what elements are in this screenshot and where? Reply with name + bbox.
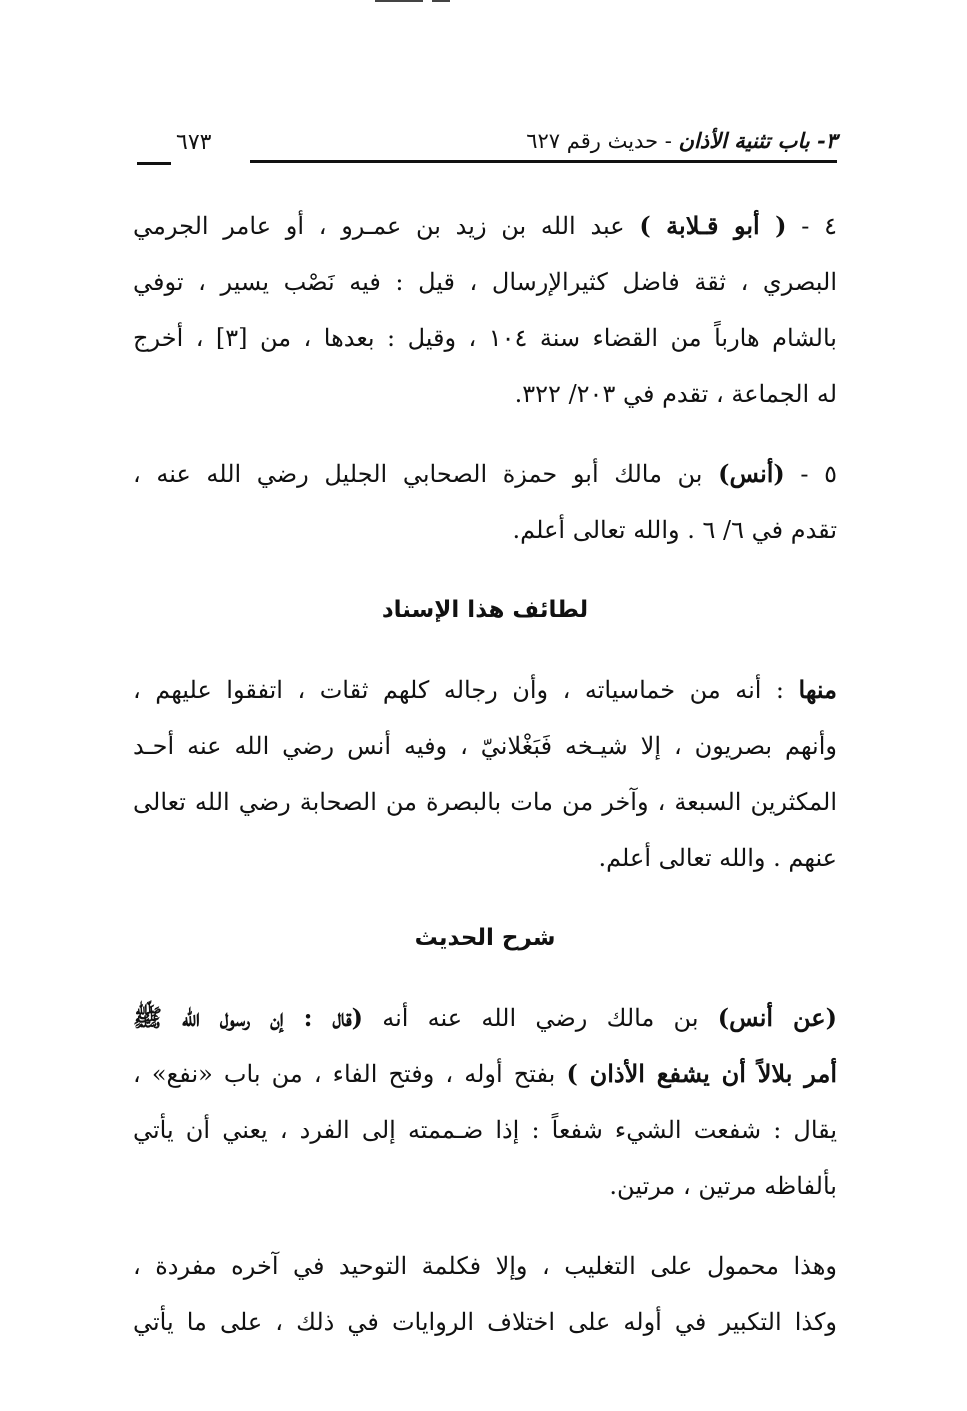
text-line: وأنهم بصريون ، إلا شيـخه فَبَغْلانيّ ، وفيه أنس رضي الله عنه أحـد [133,732,837,760]
section-heading: شرح الحديث [414,925,556,951]
line-text: بن مالك رضي الله عنه أنه [382,1004,699,1032]
paragraph-gap [133,422,837,446]
top-edge-mark [432,0,450,2]
line-text: : أنه من خماسياته ، وأن رجاله كلهم ثقات ، اتفقوا عليهم ، [133,676,785,704]
text-line [133,446,837,502]
paragraph-gap [133,638,837,662]
narrator-number: ٥ - [784,460,837,488]
running-title [526,128,837,153]
hadith-text: (عن أنس) [717,1003,837,1032]
text-line: وكذا التكبير في أوله على اختلاف الروايات في ذلك ، على ما يأتي [133,1308,837,1336]
text-line: بالشام هارباً من القضاء سنة ١٠٤ ، وقيل : بعدها ، من [٣] ، أخرج [133,324,837,352]
text-line: عنهم . والله تعالى أعلم. [598,844,837,872]
top-edge-mark [375,0,423,2]
text-line [133,198,837,254]
paragraph-gap [133,1214,837,1238]
lead-word: منها [798,675,837,704]
page-body [133,198,837,1350]
text-line [133,1046,837,1102]
text-line: له الجماعة ، تقدم في ٢٠٣/ ٣٢٢. [514,380,837,408]
narrator-name: (أنس) [718,459,785,488]
text-line: بألفاظه مرتين ، مرتين. [609,1172,837,1200]
line-text: بن مالك أبو حمزة الصحابي الجليل رضي الله عنه ، [133,460,703,488]
text-line: البصري ، ثقة فاضل كثيرالإرسال ، قيل : فيه نَصْب يسير ، توفي [133,268,837,296]
line-text: عبد الله بن زيد بن عمـرو ، أو عامر الجرمي [133,212,625,240]
text-line: تقدم في ٦/ ٦ . والله تعالى أعلم. [512,516,837,544]
text-line [133,990,837,1046]
narrator-name: ( أبو قـلابة ) [639,211,787,240]
page-number-rule [137,162,171,165]
paragraph-gap [133,886,837,910]
paragraph-gap [133,558,837,582]
hadith-text: (قال : إن رسول الله ﷺ [133,1003,363,1032]
line-text: بفتح أوله ، وفتح الفاء ، من باب «نفع» ، [133,1060,556,1088]
hadith-text: أمر بلالاً أن يشفع الأذان ) [566,1059,837,1088]
narrator-number: ٤ - [786,212,837,240]
section-heading: لطائف هذا الإسناد [381,597,589,623]
text-line: وهذا محمول على التغليب ، وإلا فكلمة التوحيد في آخره مفردة ، [133,1252,837,1280]
header-rule [250,160,837,163]
text-line [133,662,837,718]
text-line: يقال : شفعت الشيء شفعاً : إذا ضـممته إلى الفرد ، يعني أن يأتي [133,1116,837,1144]
hadith-reference: - حديث رقم ٦٢٧ [526,129,672,153]
running-header [130,118,837,174]
text-line: المكثرين السبعة ، وآخر من مات بالبصرة من الصحابة رضي الله تعالى [133,788,837,816]
paragraph-gap [133,966,837,990]
page-number: ٦٧٣ [176,130,212,155]
chapter-title: ٣- باب تثنية الأذان [678,128,837,153]
